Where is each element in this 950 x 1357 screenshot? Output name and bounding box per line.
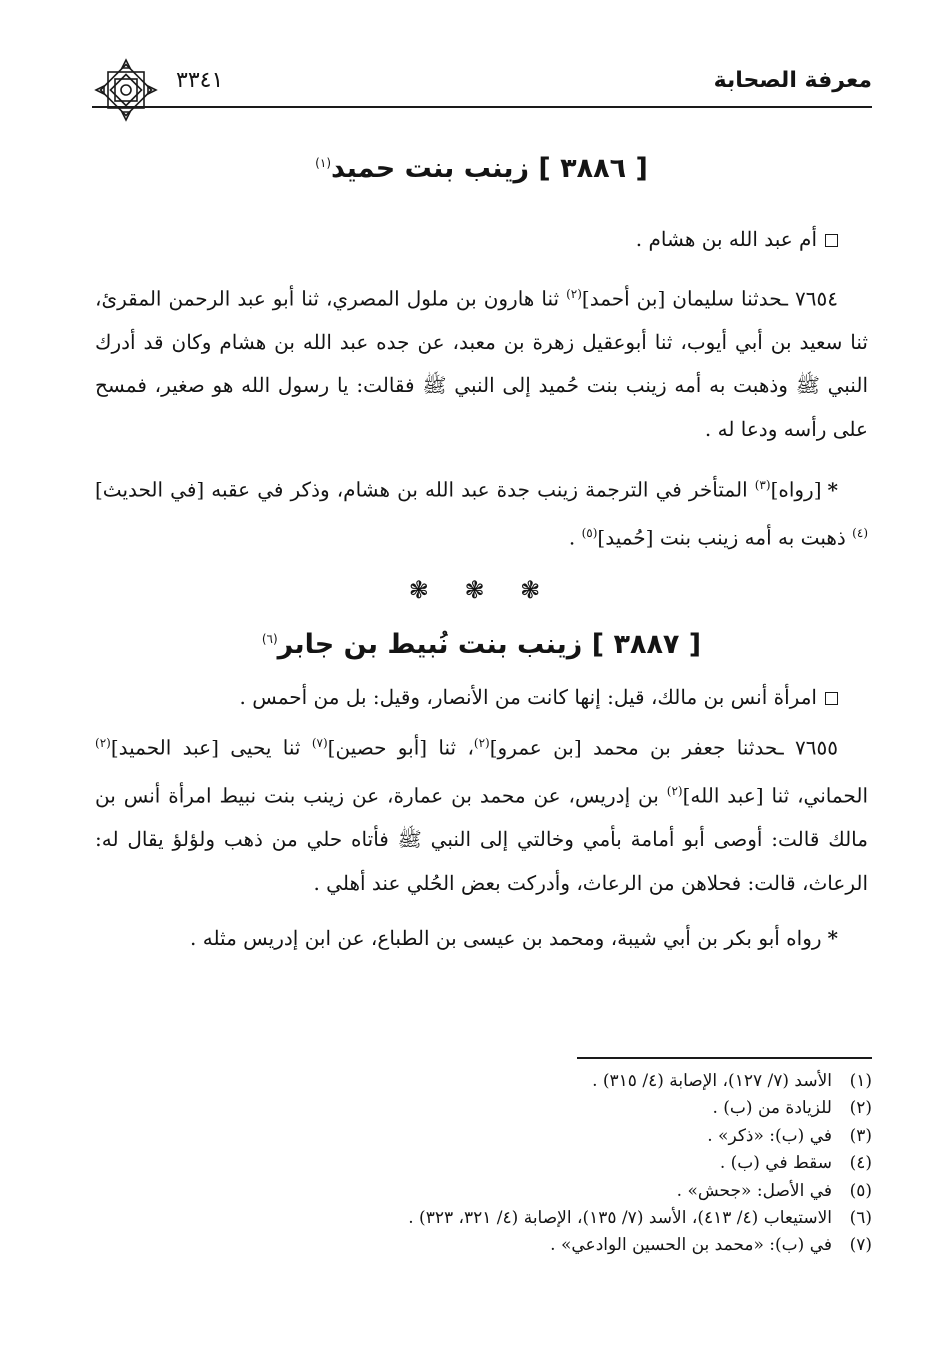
hadith-number: ٧٦٥٥ ـ — [777, 735, 839, 760]
footnote-text: الاستيعاب (٤/ ٤١٣)، الأسد (٧/ ١٣٥)، الإصابة (٤/ ٣٢١، ٣٢٣) . — [408, 1208, 832, 1229]
footnotes-list — [95, 1068, 872, 1260]
remark-star: * — [827, 477, 838, 502]
remark-text: . — [568, 525, 582, 550]
running-header — [92, 62, 872, 106]
hadith-text: بن إدريس، عن محمد بن عمارة، عن زينب بنت نبيط امرأة أنس بن مالك قالت: أوصى أبو أمامة بأمي وخالتي إلى النبي ﷺ فأتاه حلي من ذهب ولؤلؤ يقال له: الرعاث، قالت: فحلاهن من الرعاث، وأدركت بعض الحُلي عند أهلي . — [95, 783, 868, 895]
footnote-ref: (٢) — [566, 286, 582, 301]
footnote-ref: (٢) — [473, 735, 490, 750]
entry-lead — [95, 676, 868, 720]
footnote-number: (٥) — [849, 1180, 872, 1201]
footnote-number: (٢) — [849, 1098, 872, 1119]
main-content — [95, 140, 868, 961]
footnote-ref: (٣) — [754, 478, 771, 493]
footnote-item — [95, 1150, 872, 1177]
footnote-item — [95, 1232, 872, 1259]
remark-text: ذهبت به أمه زينب بنت [حُميد] — [597, 525, 853, 550]
hadith-text: الحماني، ثنا [عبد الله] — [682, 783, 868, 808]
entry-lead-text: امرأة أنس بن مالك، قيل: إنها كانت من الأنصار، وقيل: بل من أحمس . — [239, 685, 817, 710]
square-bullet-icon — [825, 692, 838, 705]
remark-text: [رواه] — [770, 477, 822, 502]
footnote-ref: (٢) — [666, 784, 683, 799]
footnote-item — [95, 1068, 872, 1095]
footnote-ref: (١) — [315, 156, 331, 170]
square-bullet-icon — [825, 234, 838, 247]
footnote-item — [95, 1123, 872, 1150]
footnote-text: في (ب): «محمد بن الحسين الوادعي» . — [550, 1235, 832, 1256]
eight-point-star-ornament-icon — [94, 58, 158, 122]
remark-paragraph — [95, 464, 868, 560]
footnote-number: (٤) — [849, 1153, 872, 1174]
footnote-text: للزيادة من (ب) . — [712, 1098, 832, 1119]
footnote-text: سقط في (ب) . — [719, 1153, 832, 1174]
hadith-paragraph — [95, 273, 868, 452]
hadith-number: ٧٦٥٤ ـ — [782, 286, 839, 311]
footnote-text: في (ب): «ذكر» . — [707, 1125, 832, 1146]
entry-title — [95, 616, 868, 668]
footnote-text: الأسد (٧/ ١٢٧)، الإصابة (٤/ ٣١٥) . — [592, 1071, 832, 1091]
book-title: معرفة الصحابة — [713, 68, 872, 93]
hadith-text: ثنا هارون بن ملول المصري، ثنا أبو عبد الرحمن المقرئ، ثنا سعيد بن أبي أيوب، ثنا أبوعقيل زهرة بن معبد، عن جده عبد الله بن هشام وكان قد أدرك النبي ﷺ وذهبت به أمه زينب بنت حُميد إلى النبي ﷺ فقالت: يا رسول الله هو صغير، فمسح على رأسه ودعا له . — [95, 286, 868, 441]
header-rule — [92, 106, 872, 108]
hadith-paragraph — [95, 722, 868, 905]
footnote-ref: (٦) — [261, 632, 278, 647]
remark-star: * — [827, 926, 838, 951]
entry-lead-text: أم عبد الله بن هشام . — [635, 227, 817, 251]
footnote-ref: (٥) — [581, 526, 598, 541]
page-number: ٣٣٤١ — [176, 68, 224, 93]
footnote-number: (١) — [849, 1071, 872, 1091]
hadith-text: حدثنا جعفر بن محمد [بن عمرو] — [489, 735, 778, 760]
footnote-item — [95, 1205, 872, 1232]
remark-text: رواه أبو بكر بن أبي شيبة، ومحمد بن عيسى بن الطباع، عن ابن إدريس مثله . — [190, 926, 822, 951]
remark-text: المتأخر في الترجمة زينب جدة عبد الله بن هشام، وذكر في عقبه [في الحديث] — [95, 477, 755, 502]
footnote-ref: (٢) — [95, 735, 111, 750]
footnote-number: (٣) — [849, 1125, 872, 1146]
footnote-text: في الأصل: «جحش» . — [676, 1180, 832, 1201]
footnote-number: (٦) — [849, 1208, 872, 1229]
section-separator: ❃ ❃ ❃ — [408, 576, 555, 605]
hadith-text: ، ثنا [أبو حصين] — [327, 735, 474, 760]
footnote-rule — [577, 1057, 872, 1059]
footnote-item — [95, 1178, 872, 1205]
hadith-text: حدثنا سليمان [بن أحمد] — [581, 286, 783, 311]
footnote-ref: (٧) — [311, 735, 328, 750]
hadith-text: ثنا يحيى [عبد الحميد] — [110, 735, 312, 760]
footnote-ref: (٤) — [852, 526, 868, 541]
entry-title-text: [ ٣٨٨٧ ] زينب بنت نُبيط بن جابر — [277, 629, 702, 661]
entry-lead — [95, 218, 868, 262]
footnote-number: (٧) — [849, 1235, 872, 1256]
remark-paragraph — [95, 917, 868, 961]
entry-title — [95, 140, 868, 192]
entry-title-text: [ ٣٨٨٦ ] زينب بنت حميد — [331, 153, 648, 184]
footnote-item — [95, 1095, 872, 1122]
